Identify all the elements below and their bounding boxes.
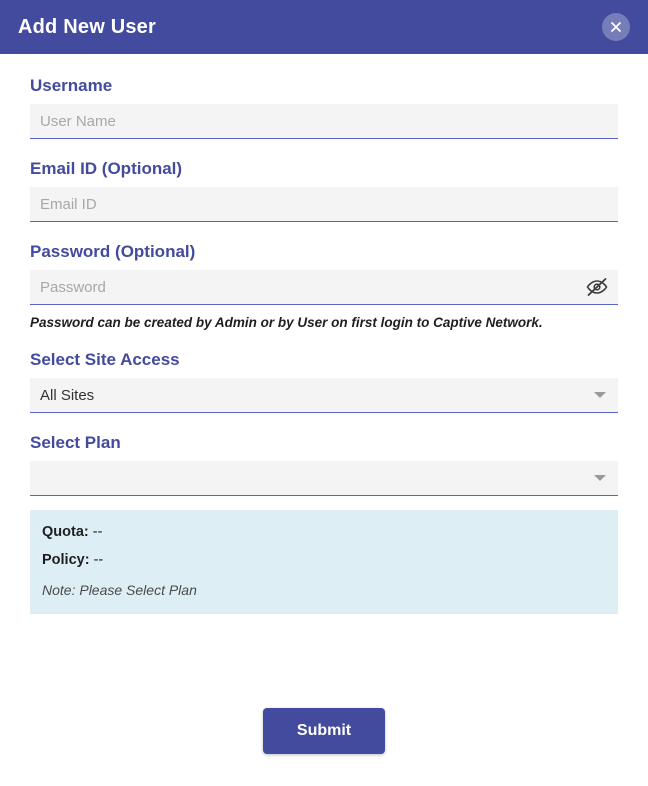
site-access-field-group	[30, 350, 618, 413]
email-label: Email ID (Optional)	[30, 159, 183, 178]
quota-row	[42, 524, 606, 540]
username-input[interactable]	[30, 104, 618, 138]
password-input[interactable]	[30, 270, 618, 304]
plan-note: Note: Please Select Plan	[42, 582, 197, 598]
dialog-footer	[0, 690, 648, 786]
email-input[interactable]	[30, 187, 618, 221]
password-field-group	[30, 242, 618, 330]
site-access-label: Select Site Access	[30, 350, 180, 369]
plan-info-box	[30, 510, 618, 614]
username-field-group	[30, 76, 618, 139]
quota-value: --	[92, 524, 103, 540]
plan-label: Select Plan	[30, 433, 121, 452]
policy-value: --	[93, 552, 104, 568]
email-input-wrap[interactable]	[30, 187, 618, 222]
username-label: Username	[30, 76, 113, 95]
password-hint: Password can be created by Admin or by User on first login to Captive Network.	[30, 315, 543, 330]
close-icon[interactable]	[602, 13, 630, 41]
email-field-group	[30, 159, 618, 222]
password-input-wrap[interactable]	[30, 270, 618, 305]
eye-off-icon[interactable]	[584, 274, 610, 300]
policy-row	[42, 552, 606, 568]
plan-field-group	[30, 433, 618, 614]
site-access-value: All Sites	[40, 386, 95, 404]
dialog-body	[0, 54, 648, 690]
dialog-title: Add New User	[18, 15, 156, 38]
quota-label: Quota:	[42, 524, 89, 540]
submit-button[interactable]: Submit	[263, 708, 385, 754]
dialog-titlebar	[0, 0, 648, 54]
policy-label: Policy:	[42, 552, 90, 568]
plan-select[interactable]	[30, 461, 618, 496]
chevron-down-icon[interactable]	[594, 475, 606, 481]
username-input-wrap[interactable]	[30, 104, 618, 139]
password-label: Password (Optional)	[30, 242, 196, 261]
chevron-down-icon[interactable]	[594, 392, 606, 398]
site-access-select[interactable]	[30, 378, 618, 413]
